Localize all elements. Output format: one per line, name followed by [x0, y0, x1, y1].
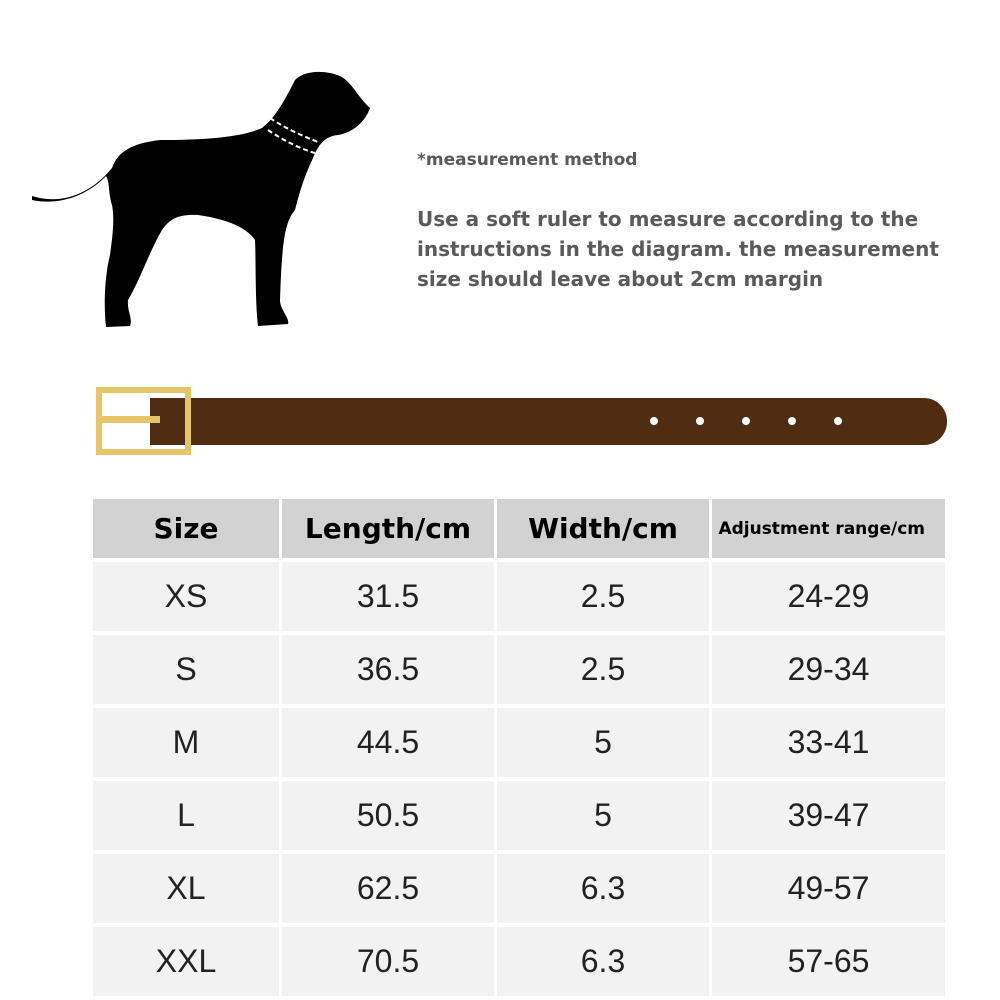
- table-cell: XL: [93, 854, 279, 923]
- table-cell: 57-65: [712, 927, 945, 996]
- table-cell: 6.3: [497, 927, 709, 996]
- table-cell: 49-57: [712, 854, 945, 923]
- table-cell: 62.5: [282, 854, 494, 923]
- table-row: [93, 854, 945, 923]
- table-cell: 2.5: [497, 635, 709, 704]
- table-row: [93, 708, 945, 777]
- table-cell: 31.5: [282, 562, 494, 631]
- collar-illustration: [0, 0, 1000, 470]
- table-cell: 39-47: [712, 781, 945, 850]
- header-width: Width/cm: [497, 499, 709, 558]
- header-adjustment: Adjustment range/cm: [712, 499, 945, 558]
- table-cell: 44.5: [282, 708, 494, 777]
- table-cell: 29-34: [712, 635, 945, 704]
- table-cell: 2.5: [497, 562, 709, 631]
- size-table: [90, 495, 948, 1000]
- header-length: Length/cm: [282, 499, 494, 558]
- table-cell: XS: [93, 562, 279, 631]
- table-cell: 6.3: [497, 854, 709, 923]
- table-row: [93, 927, 945, 996]
- buckle-prong: [102, 416, 160, 423]
- table-cell: 50.5: [282, 781, 494, 850]
- table-cell: L: [93, 781, 279, 850]
- table-cell: S: [93, 635, 279, 704]
- header-size: Size: [93, 499, 279, 558]
- table-cell: 5: [497, 708, 709, 777]
- table-cell: 70.5: [282, 927, 494, 996]
- measurement-instructions: Use a soft ruler to measure according to the instructions in the diagram. the measurement size should leave about 2cm margin: [417, 207, 939, 291]
- table-cell: XXL: [93, 927, 279, 996]
- table-cell: 33-41: [712, 708, 945, 777]
- table-cell: 5: [497, 781, 709, 850]
- table-header-row: [93, 499, 945, 558]
- table-row: [93, 562, 945, 631]
- table-cell: 24-29: [712, 562, 945, 631]
- table-row: [93, 635, 945, 704]
- collar-strap: [150, 398, 947, 445]
- measurement-method-title: *measurement method: [417, 150, 638, 170]
- table-cell: M: [93, 708, 279, 777]
- table-cell: 36.5: [282, 635, 494, 704]
- table-row: [93, 781, 945, 850]
